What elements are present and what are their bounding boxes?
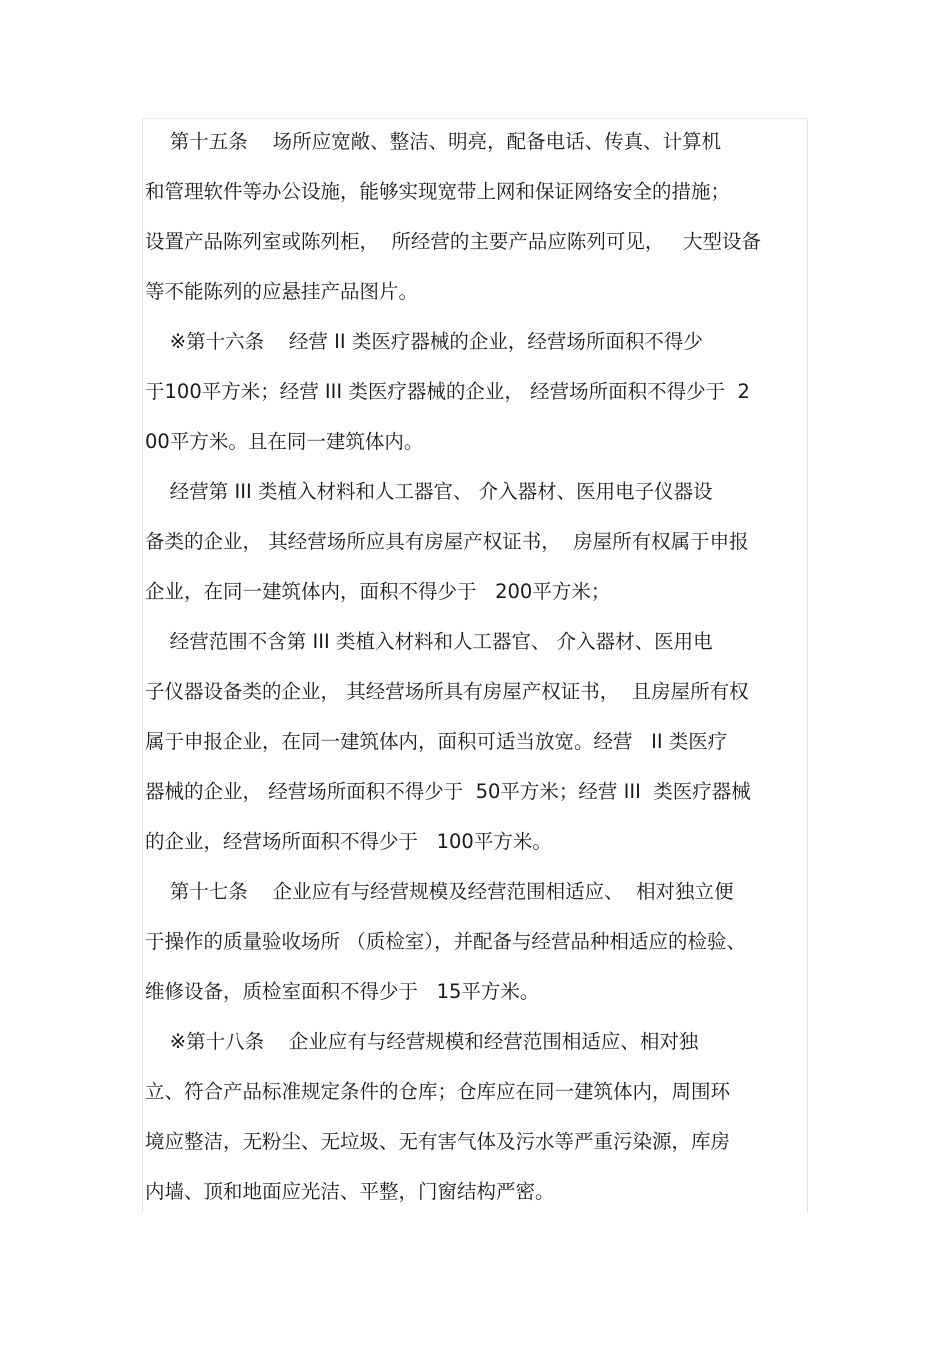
- text-line: 第十五条 场所应宽敞、整洁、明亮，配备电话、传真、计算机: [145, 130, 722, 153]
- text-line: 内墙、顶和地面应光洁、平整，门窗结构严密。: [145, 1180, 555, 1203]
- text-line: 于100平方米；经营 III 类医疗器械的企业， 经营场所面积不得少于 2: [145, 380, 750, 403]
- text-line: 备类的企业， 其经营场所应具有房屋产权证书， 房屋所有权属于申报: [145, 530, 749, 553]
- text-line: 子仪器设备类的企业， 其经营场所具有房屋产权证书， 且房屋所有权: [145, 680, 749, 703]
- text-line: 的企业，经营场所面积不得少于 100平方米。: [145, 830, 552, 853]
- text-line: ※第十八条 企业应有与经营规模和经营范围相适应、相对独: [145, 1030, 699, 1053]
- text-line: 00平方米。且在同一建筑体内。: [145, 430, 424, 453]
- text-line: 属于申报企业，在同一建筑体内，面积可适当放宽。经营 II 类医疗: [145, 730, 728, 753]
- text-line: ※第十六条 经营 II 类医疗器械的企业，经营场所面积不得少: [145, 330, 703, 353]
- text-line: 等不能陈列的应悬挂产品图片。: [145, 280, 419, 303]
- text-line: 第十七条 企业应有与经营规模及经营范围相适应、 相对独立便: [145, 880, 734, 903]
- text-line: 企业，在同一建筑体内，面积不得少于 200平方米；: [145, 580, 611, 603]
- text-line: 经营范围不含第 III 类植入材料和人工器官、 介入器材、医用电: [145, 630, 713, 653]
- text-line: 维修设备，质检室面积不得少于 15平方米。: [145, 980, 540, 1003]
- text-line: 和管理软件等办公设施，能够实现宽带上网和保证网络安全的措施；: [145, 180, 731, 203]
- text-line: 经营第 III 类植入材料和人工器官、 介入器材、医用电子仪器设: [145, 480, 713, 503]
- text-line: 器械的企业， 经营场所面积不得少于 50平方米；经营 III 类医疗器械: [145, 780, 751, 803]
- document-body: [145, 124, 807, 1224]
- text-line: 境应整洁，无粉尘、无垃圾、无有害气体及污水等严重污染源，库房: [145, 1130, 731, 1153]
- text-line: 立、符合产品标准规定条件的仓库；仓库应在同一建筑体内，周围环: [145, 1080, 731, 1103]
- text-line: 于操作的质量验收场所 （质检室），并配备与经营品种相适应的检验、: [145, 930, 746, 953]
- text-line: 设置产品陈列室或陈列柜， 所经营的主要产品应陈列可见， 大型设备: [145, 230, 761, 253]
